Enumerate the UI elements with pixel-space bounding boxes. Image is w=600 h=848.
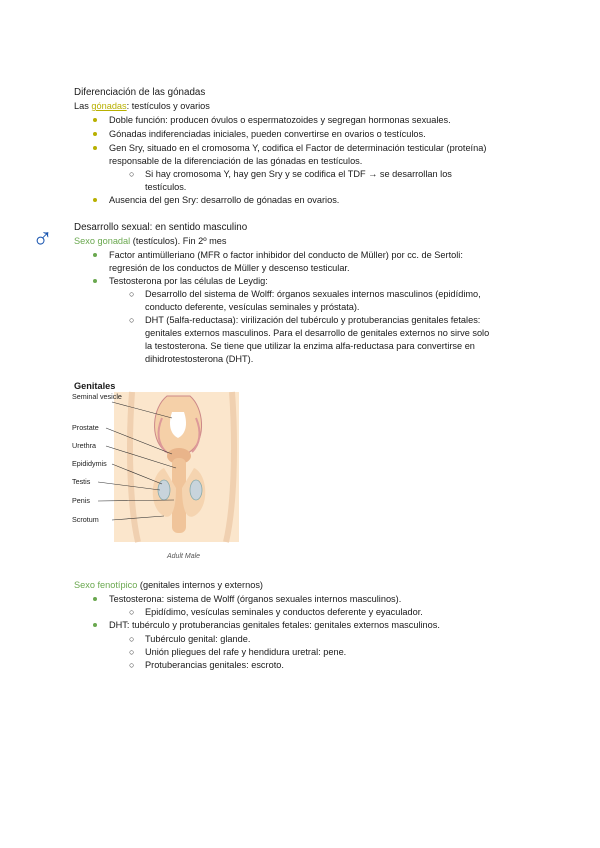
sub-bullet-circle: ○ (129, 607, 135, 617)
list-item-cont: responsable de la diferenciación de las gónadas en testículos. (109, 156, 363, 166)
male-symbol-icon: ♂ (32, 223, 53, 254)
bullet-dot (93, 597, 97, 601)
list-item: Doble función: producen óvulos o espermatozoides y segregan hormonas sexuales. (109, 115, 451, 125)
sub-list-item: Si hay cromosoma Y, hay gen Sry y se codifica el TDF → se desarrollan los (145, 169, 452, 179)
sub-bullet-circle: ○ (129, 315, 135, 325)
sub-list-item-cont: la testosterona. Se tiene que utilizar la enzima alfa-reductasa para convertirse en (145, 341, 475, 351)
label-seminal: Seminal vesicle (72, 392, 122, 401)
sub-list-item: Unión pliegues del rafe y hendidura uretral: pene. (145, 647, 347, 657)
sub-list-item: Desarrollo del sistema de Wolff: órganos sexuales internos masculinos (epidídimo, (145, 289, 481, 299)
sub-list-item-cont: testículos. (145, 182, 187, 192)
sub-bullet-circle: ○ (129, 647, 135, 657)
sub-list-item-cont: dihidrotestosterona (DHT). (145, 354, 254, 364)
intro-pre: Las (74, 101, 92, 111)
bullet-dot (93, 132, 97, 136)
list-item: Factor antimülleriano (MFR o factor inhibidor del conducto de Müller) por cc. de Sertoli: (109, 250, 463, 260)
section-title-gonadas: Diferenciación de las gónadas (74, 87, 206, 98)
intro-line (74, 100, 210, 112)
bullet-dot (93, 198, 97, 202)
list-item: Gen Sry, situado en el cromosoma Y, codifica el Factor de determinación testicular (proteína) (109, 143, 487, 153)
sexo-fenotipico-label: Sexo fenotípico (74, 580, 138, 590)
bullet-dot (93, 253, 97, 257)
sub-bullet-circle: ○ (129, 169, 135, 179)
sub-bullet-circle: ○ (129, 289, 135, 299)
fenotipico-rest: (genitales internos y externos) (137, 580, 263, 590)
gonadas-link[interactable]: gónadas (91, 101, 127, 111)
fenotipico-line (74, 579, 263, 591)
sub-list-item-cont: genitales externos masculinos. Para el desarrollo de genitales externos no sirve solo (145, 328, 490, 338)
genitales-title: Genitales (74, 381, 116, 391)
testis-right-shape (190, 480, 202, 500)
section-title-masculino: Desarrollo sexual: en sentido masculino (74, 222, 248, 233)
list-item: Testosterona: sistema de Wolff (órganos sexuales internos masculinos). (109, 594, 402, 604)
label-urethra: Urethra (72, 441, 96, 450)
gonadal-rest: (testículos). Fin 2º mes (130, 236, 227, 246)
sub-list-item: Protuberancias genitales: escroto. (145, 660, 284, 670)
bullet-dot (93, 118, 97, 122)
sub-list-item: DHT (5alfa-reductasa): virilización del tubérculo y protuberancias genitales fetales: (145, 315, 481, 325)
list-item-cont: regresión de los conductos de Müller y descenso testicular. (109, 263, 350, 273)
bullet-dot (93, 279, 97, 283)
intro-post: : testículos y ovarios (126, 101, 210, 111)
list-item: Ausencia del gen Sry: desarrollo de gónadas en ovarios. (109, 195, 340, 205)
sub-list-item-cont: conducto deferente, vesículas seminales y próstata). (145, 302, 360, 312)
label-prostate: Prostate (72, 423, 99, 432)
list-item: Testosterona por las células de Leydig: (109, 276, 268, 286)
list-item: DHT: tubérculo y protuberancias genitales fetales: genitales externos masculinos. (109, 620, 440, 630)
bullet-dot (93, 623, 97, 627)
list-item: Gónadas indiferenciadas iniciales, pueden convertirse en ovarios o testículos. (109, 129, 426, 139)
sub-bullet-circle: ○ (129, 660, 135, 670)
gonadal-line (74, 235, 226, 247)
sub-list-item: Tubérculo genital: glande. (145, 634, 251, 644)
label-epididymis: Epididymis (72, 459, 107, 468)
label-penis: Penis (72, 496, 90, 505)
sub-list-item: Epidídimo, vesículas seminales y conductos deferente y eyaculador. (145, 607, 423, 617)
label-testis: Testis (72, 477, 91, 486)
sub-bullet-circle: ○ (129, 634, 135, 644)
label-scrotum: Scrotum (72, 515, 99, 524)
figure-caption: Adult Male (167, 553, 201, 560)
anatomy-figure (72, 388, 242, 563)
sexo-gonadal-label: Sexo gonadal (74, 236, 131, 246)
bullet-dot (93, 146, 97, 150)
